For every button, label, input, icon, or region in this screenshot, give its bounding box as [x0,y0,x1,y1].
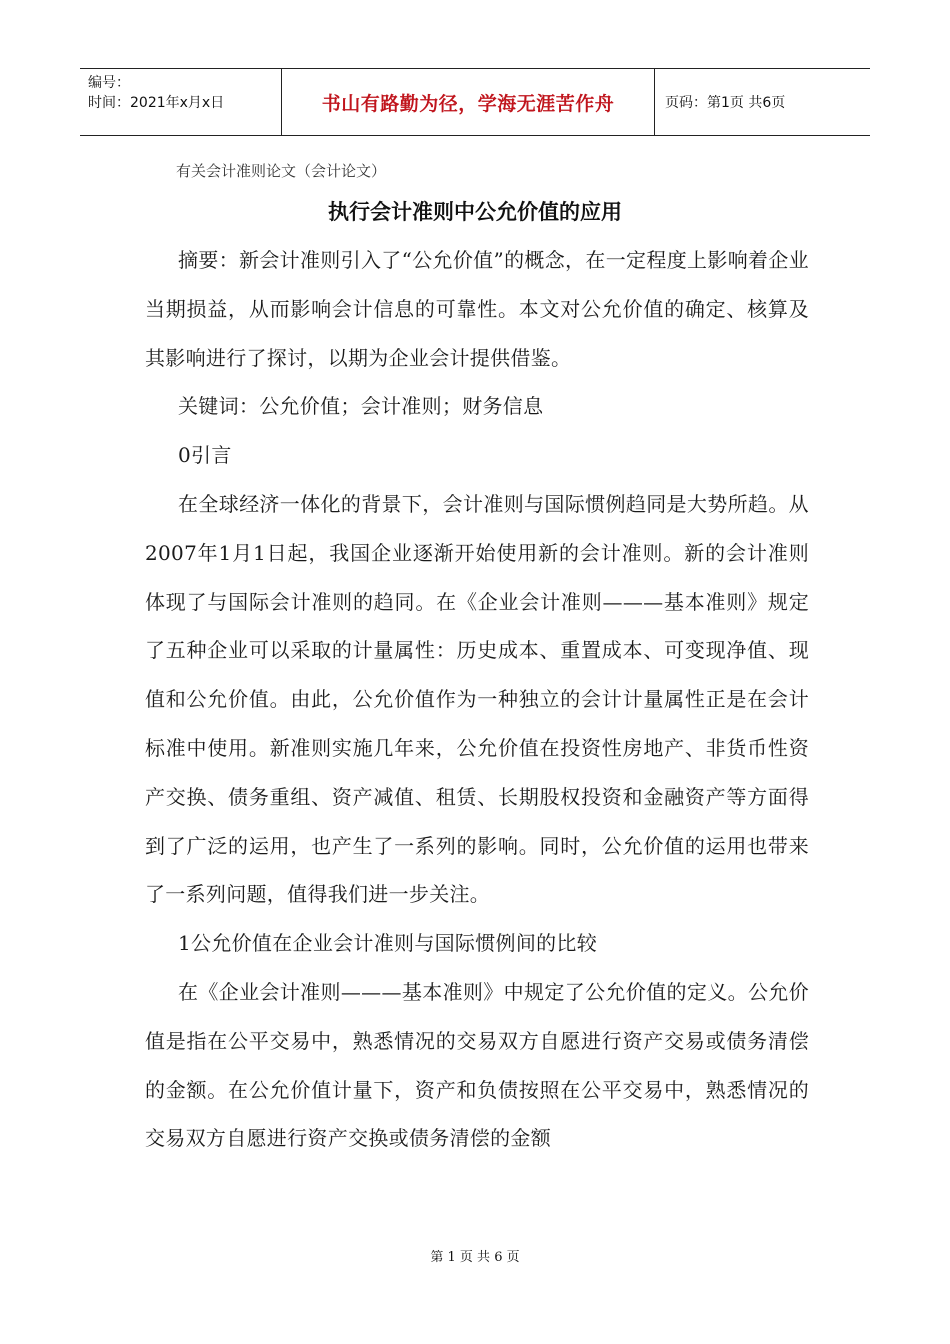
subject-line: 有关会计准则论文（会计论文） [176,162,387,180]
page-footer: 第 1 页 共 6 页 [430,1250,520,1265]
abstract-paragraph: 摘要：新会计准则引入了“公允价值”的概念，在一定程度上影响着企业当期损益，从而影响会计信息的可靠性。本文对公允价值的确定、核算及其影响进行了探讨，以期为企业会计提供借鉴。 [145,248,809,370]
keywords-paragraph: 关键词：公允价值；会计准则；财务信息 [178,394,544,419]
document-body [145,236,809,1163]
header-motto: 书山有路勤为径，学海无涯苦作舟 [282,69,655,135]
number-label: 编号： [88,75,130,91]
section-heading-intro: 0引言 [178,443,232,468]
page-header-table [80,68,870,136]
body-paragraph: 在全球经济一体化的背景下，会计准则与国际惯例趋同是大势所趋。从2007年1月1日起，我国企业逐渐开始使用新的会计准则。新的会计准则体现了与国际会计准则的趋同。在《企业会计准则———基本准则》规定了五种企业可以采取的计量属性：历史成本、重置成本、可变现净值、现值和公允价值。由此，公允价值作为一种独立的会计计量属性正是在会计标准中使用。新准则实施几年来，公允价值在投资性房地产、非货币性资产交换、债务重组、资产减值、租赁、长期股权投资和金融资产等方面得到了广泛的运用，也产生了一系列的影响。同时，公允价值的运用也带来了一系列问题，值得我们进一步关注。 [145,491,809,907]
header-meta-cell [80,69,282,135]
body-paragraph: 在《企业会计准则———基本准则》中规定了公允价值的定义。公允价值是指在公平交易中，熟悉情况的交易双方自愿进行资产交易或债务清偿的金额。在公允价值计量下，资产和负债按照在公平交易中，熟悉情况的交易双方自愿进行资产交换或债务清偿的金额 [145,979,809,1151]
header-page-info: 页码：第1页 共6页 [665,95,786,111]
section-heading-comparison: 1公允价值在企业会计准则与国际惯例间的比较 [178,931,598,956]
time-label: 时间：2021年x月x日 [88,95,225,111]
document-title: 执行会计准则中公允价值的应用 [328,200,622,224]
